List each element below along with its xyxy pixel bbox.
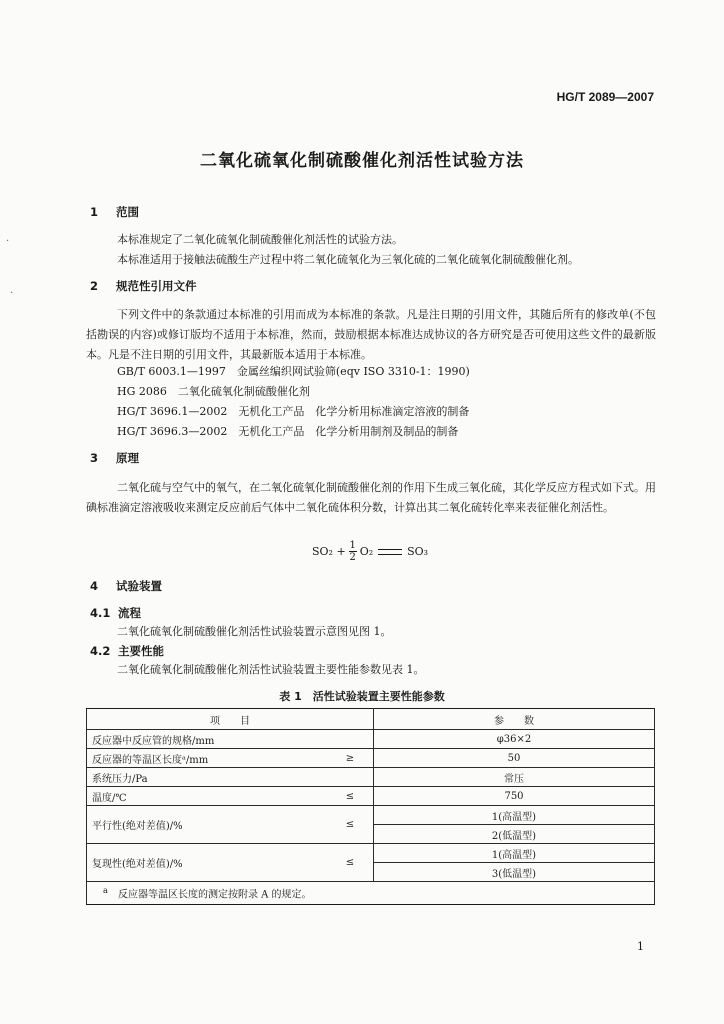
table-footnote [87, 882, 655, 905]
footnote-text: 反应器等温区长度的测定按附录 A 的规定。 [117, 889, 312, 901]
row-item: 平行性(绝对差值)/% [87, 806, 328, 844]
section-4-heading [90, 578, 162, 594]
section-number: 1 [90, 205, 99, 219]
subsection-4-1-heading [90, 605, 141, 621]
row-value: 750 [374, 787, 655, 806]
section-3-paragraph: 二氧化硫与空气中的氧气，在二氧化硫氧化制硫酸催化剂的作用下生成三氧化硫，其化学反应方程式如下式。用碘标准滴定溶液吸收来测定反应前后气体中二氧化硫体积分数，计算出其二氧化硫转化率来表征催化剂活性。 [86, 481, 656, 514]
footnote-mark: a [103, 885, 108, 896]
row-symbol: ≤ [327, 806, 374, 844]
section-1-line-1: 本标准规定了二氧化硫氧化制硫酸催化剂活性的试验方法。 [117, 233, 403, 246]
subsection-4-1-line: 二氧化硫氧化制硫酸催化剂活性试验装置示意图见图 1。 [117, 625, 392, 638]
table-row [87, 749, 655, 768]
table-title: 表 1 活性试验装置主要性能参数 [279, 690, 445, 703]
row-value: φ36×2 [374, 730, 655, 749]
row-item: 复现性(绝对差值)/% [87, 844, 328, 882]
table-row [87, 730, 655, 749]
section-1-line-2: 本标准适用于接触法硫酸生产过程中将二氧化硫氧化为三氧化硫的二氧化硫氧化制硫酸催化剂。 [117, 253, 579, 266]
table-row [87, 844, 655, 863]
header-parameter: 参 数 [374, 709, 655, 730]
row-item: 反应器中反应管的规格/mm [87, 730, 328, 749]
page-title: 二氧化硫氧化制硫酸催化剂活性试验方法 [200, 151, 524, 171]
equation-product: SO₃ [407, 545, 429, 558]
section-1-heading [90, 204, 139, 220]
row-symbol: ≤ [327, 787, 374, 806]
reaction-equation [312, 540, 428, 563]
reference-item: GB/T 6003.1—1997 金属丝编织网试验筛(eqv ISO 3310-1：1990) [117, 365, 470, 378]
table-row [87, 806, 655, 825]
table-row [87, 787, 655, 806]
section-title: 试验装置 [116, 579, 162, 593]
section-number: 3 [90, 451, 99, 465]
standard-code: HG/T 2089—2007 [556, 90, 654, 104]
section-number: 2 [90, 279, 99, 293]
fraction-numerator: 1 [349, 540, 356, 551]
table-header-row [87, 709, 655, 730]
row-item: 系统压力/Pa [87, 768, 328, 787]
section-title: 范围 [116, 205, 139, 219]
reference-item: HG 2086 二氧化硫氧化制硫酸催化剂 [117, 385, 310, 398]
row-symbol: ≤ [327, 844, 374, 882]
scan-mark: · [6, 236, 10, 247]
row-value: 2(低温型) [374, 825, 655, 844]
subsection-title: 流程 [118, 606, 141, 620]
reference-item: HG/T 3696.1—2002 无机化工产品 化学分析用标准滴定溶液的制备 [117, 405, 470, 418]
header-item: 项 目 [87, 709, 374, 730]
row-item: 反应器的等温区长度ᵃ/mm [87, 749, 328, 768]
section-title: 规范性引用文件 [116, 279, 197, 293]
subsection-number: 4.1 [90, 606, 111, 620]
row-symbol [327, 768, 374, 787]
section-2-paragraph: 下列文件中的条款通过本标准的引用而成为本标准的条款。凡是注日期的引用文件，其随后所有的修改单(不包括勘误的内容)或修订版均不适用于本标准，然而，鼓励根据本标准达成协议的各方研究是否可使用这些文件的最新版本。凡是不注日期的引用文件，其最新版本适用于本标准。 [86, 308, 656, 361]
equation-fraction [349, 540, 357, 563]
equation-reactant: SO₂ + [312, 545, 346, 558]
equation-oxygen: O₂ [359, 545, 374, 558]
section-2-heading [90, 278, 197, 294]
section-3-heading [90, 450, 139, 466]
scan-mark: · [10, 288, 14, 299]
section-title: 原理 [116, 451, 139, 465]
row-value: 1(高温型) [374, 806, 655, 825]
row-value: 3(低温型) [374, 863, 655, 882]
table-row [87, 768, 655, 787]
reference-item: HG/T 3696.3—2002 无机化工产品 化学分析用制剂及制品的制备 [117, 425, 459, 438]
performance-table [86, 708, 655, 905]
table-footnote-row [87, 882, 655, 905]
subsection-number: 4.2 [90, 644, 111, 658]
subsection-title: 主要性能 [118, 644, 164, 658]
row-value: 常压 [374, 768, 655, 787]
page-number: 1 [637, 940, 644, 953]
row-symbol [327, 730, 374, 749]
section-number: 4 [90, 579, 99, 593]
subsection-4-2-line: 二氧化硫氧化制硫酸催化剂活性试验装置主要性能参数见表 1。 [117, 663, 425, 676]
row-symbol: ≥ [327, 749, 374, 768]
row-value: 50 [374, 749, 655, 768]
fraction-denominator: 2 [349, 552, 356, 563]
row-item: 温度/℃ [87, 787, 328, 806]
row-value: 1(高温型) [374, 844, 655, 863]
subsection-4-2-heading [90, 643, 164, 659]
equilibrium-sign [378, 549, 402, 555]
